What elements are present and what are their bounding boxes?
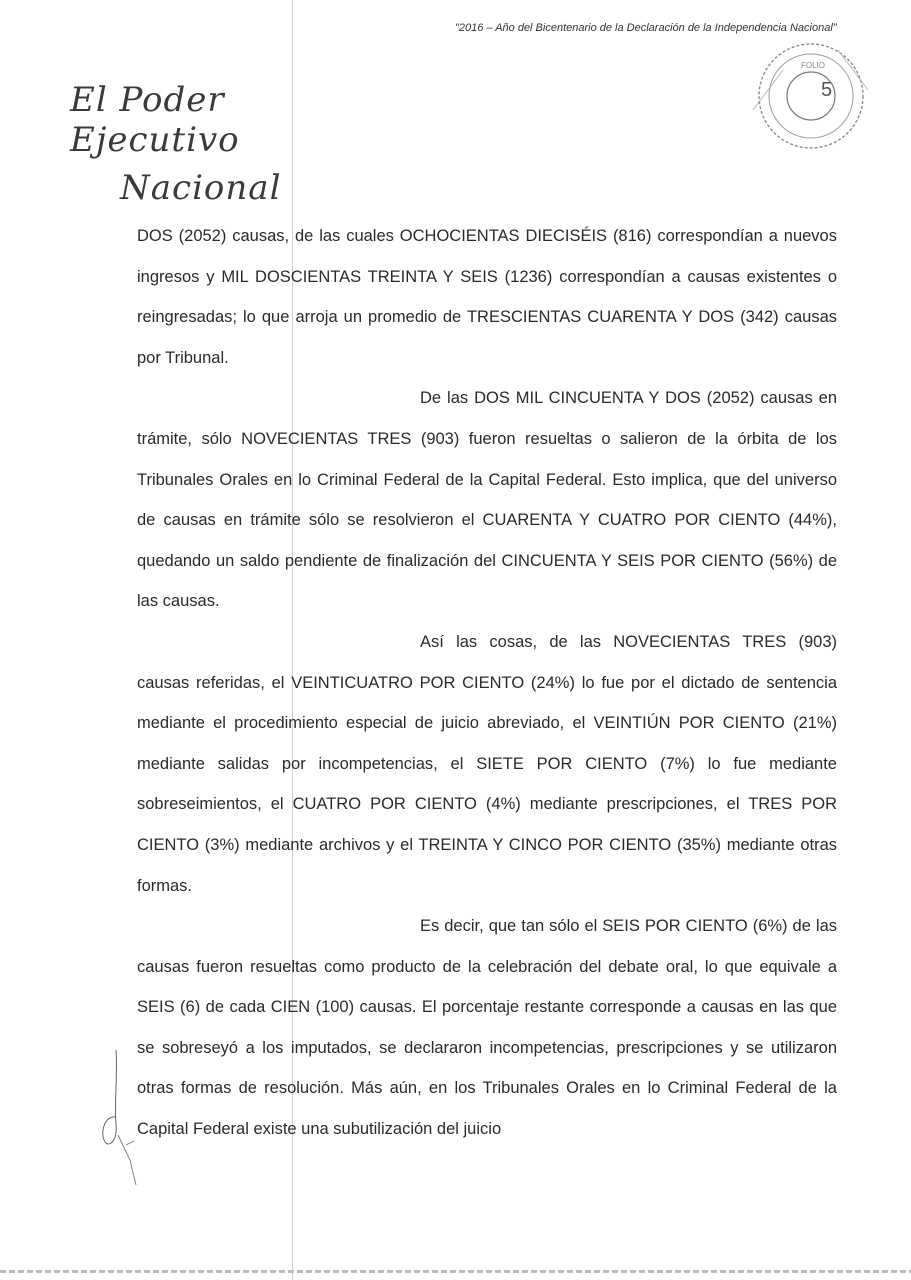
stamp-label: FOLIO <box>801 61 826 70</box>
letterhead <box>70 80 370 208</box>
paragraph: Es decir, que tan sólo el SEIS POR CIENTO (6%) de las causas fueron resueltas como producto de la celebración del debate oral, lo que equivale a SEIS (6) de cada CIEN (100) causas. El porcentaje restante corresponde a causas en las que se sobreseyó a los imputados, se declararon incompetencias, prescripciones y se utilizaron otras formas de resolución. Más aún, en los Tribunales Orales en lo Criminal Federal de la Capital Federal existe una subutilización del juicio <box>137 917 837 1139</box>
body-text <box>137 216 837 1150</box>
paragraph: DOS (2052) causas, de las cuales OCHOCIENTAS DIECISÉIS (816) correspondían a nuevos ingresos y MIL DOSCIENTAS TREINTA Y SEIS (1236) correspondían a causas existentes o reingresadas; lo que arroja un promedio de TRESCIENTAS CUARENTA Y DOS (342) causas por Tribunal. <box>137 227 837 367</box>
folio-stamp <box>743 40 873 150</box>
paragraph: Así las cosas, de las NOVECIENTAS TRES (903) causas referidas, el VEINTICUATRO POR CIENTO (24%) lo fue por el dictado de sentencia mediante el procedimiento especial de juicio abreviado, el VEINTIÚN POR CIENTO (21%) mediante salidas por incompetencias, el SIETE POR CIENTO (7%) lo fue mediante sobreseimientos, el CUATRO POR CIENTO (4%) mediante prescripciones, el TRES POR CIENTO (3%) mediante archivos y el TREINTA Y CINCO POR CIENTO (35%) mediante otras formas. <box>137 632 837 895</box>
letterhead-line1: El Poder Ejecutivo <box>70 80 240 160</box>
stamp-number: 5 <box>821 79 833 101</box>
paragraph: De las DOS MIL CINCUENTA Y DOS (2052) causas en trámite, sólo NOVECIENTAS TRES (903) fueron resueltas o salieron de la órbita de los Tribunales Orales en lo Criminal Federal de la Capital Federal. Esto implica, que del universo de causas en trámite sólo se resolvieron el CUARENTA Y CUATRO POR CIENTO (44%), quedando un saldo pendiente de finalización del CINCUENTA Y SEIS POR CIENTO (56%) de las causas. <box>137 389 837 611</box>
letterhead-line2: Nacional <box>120 168 282 208</box>
scan-edge <box>0 1270 911 1273</box>
header-motto: "2016 – Año del Bicentenario de la Declaración de la Independencia Nacional" <box>455 22 837 34</box>
